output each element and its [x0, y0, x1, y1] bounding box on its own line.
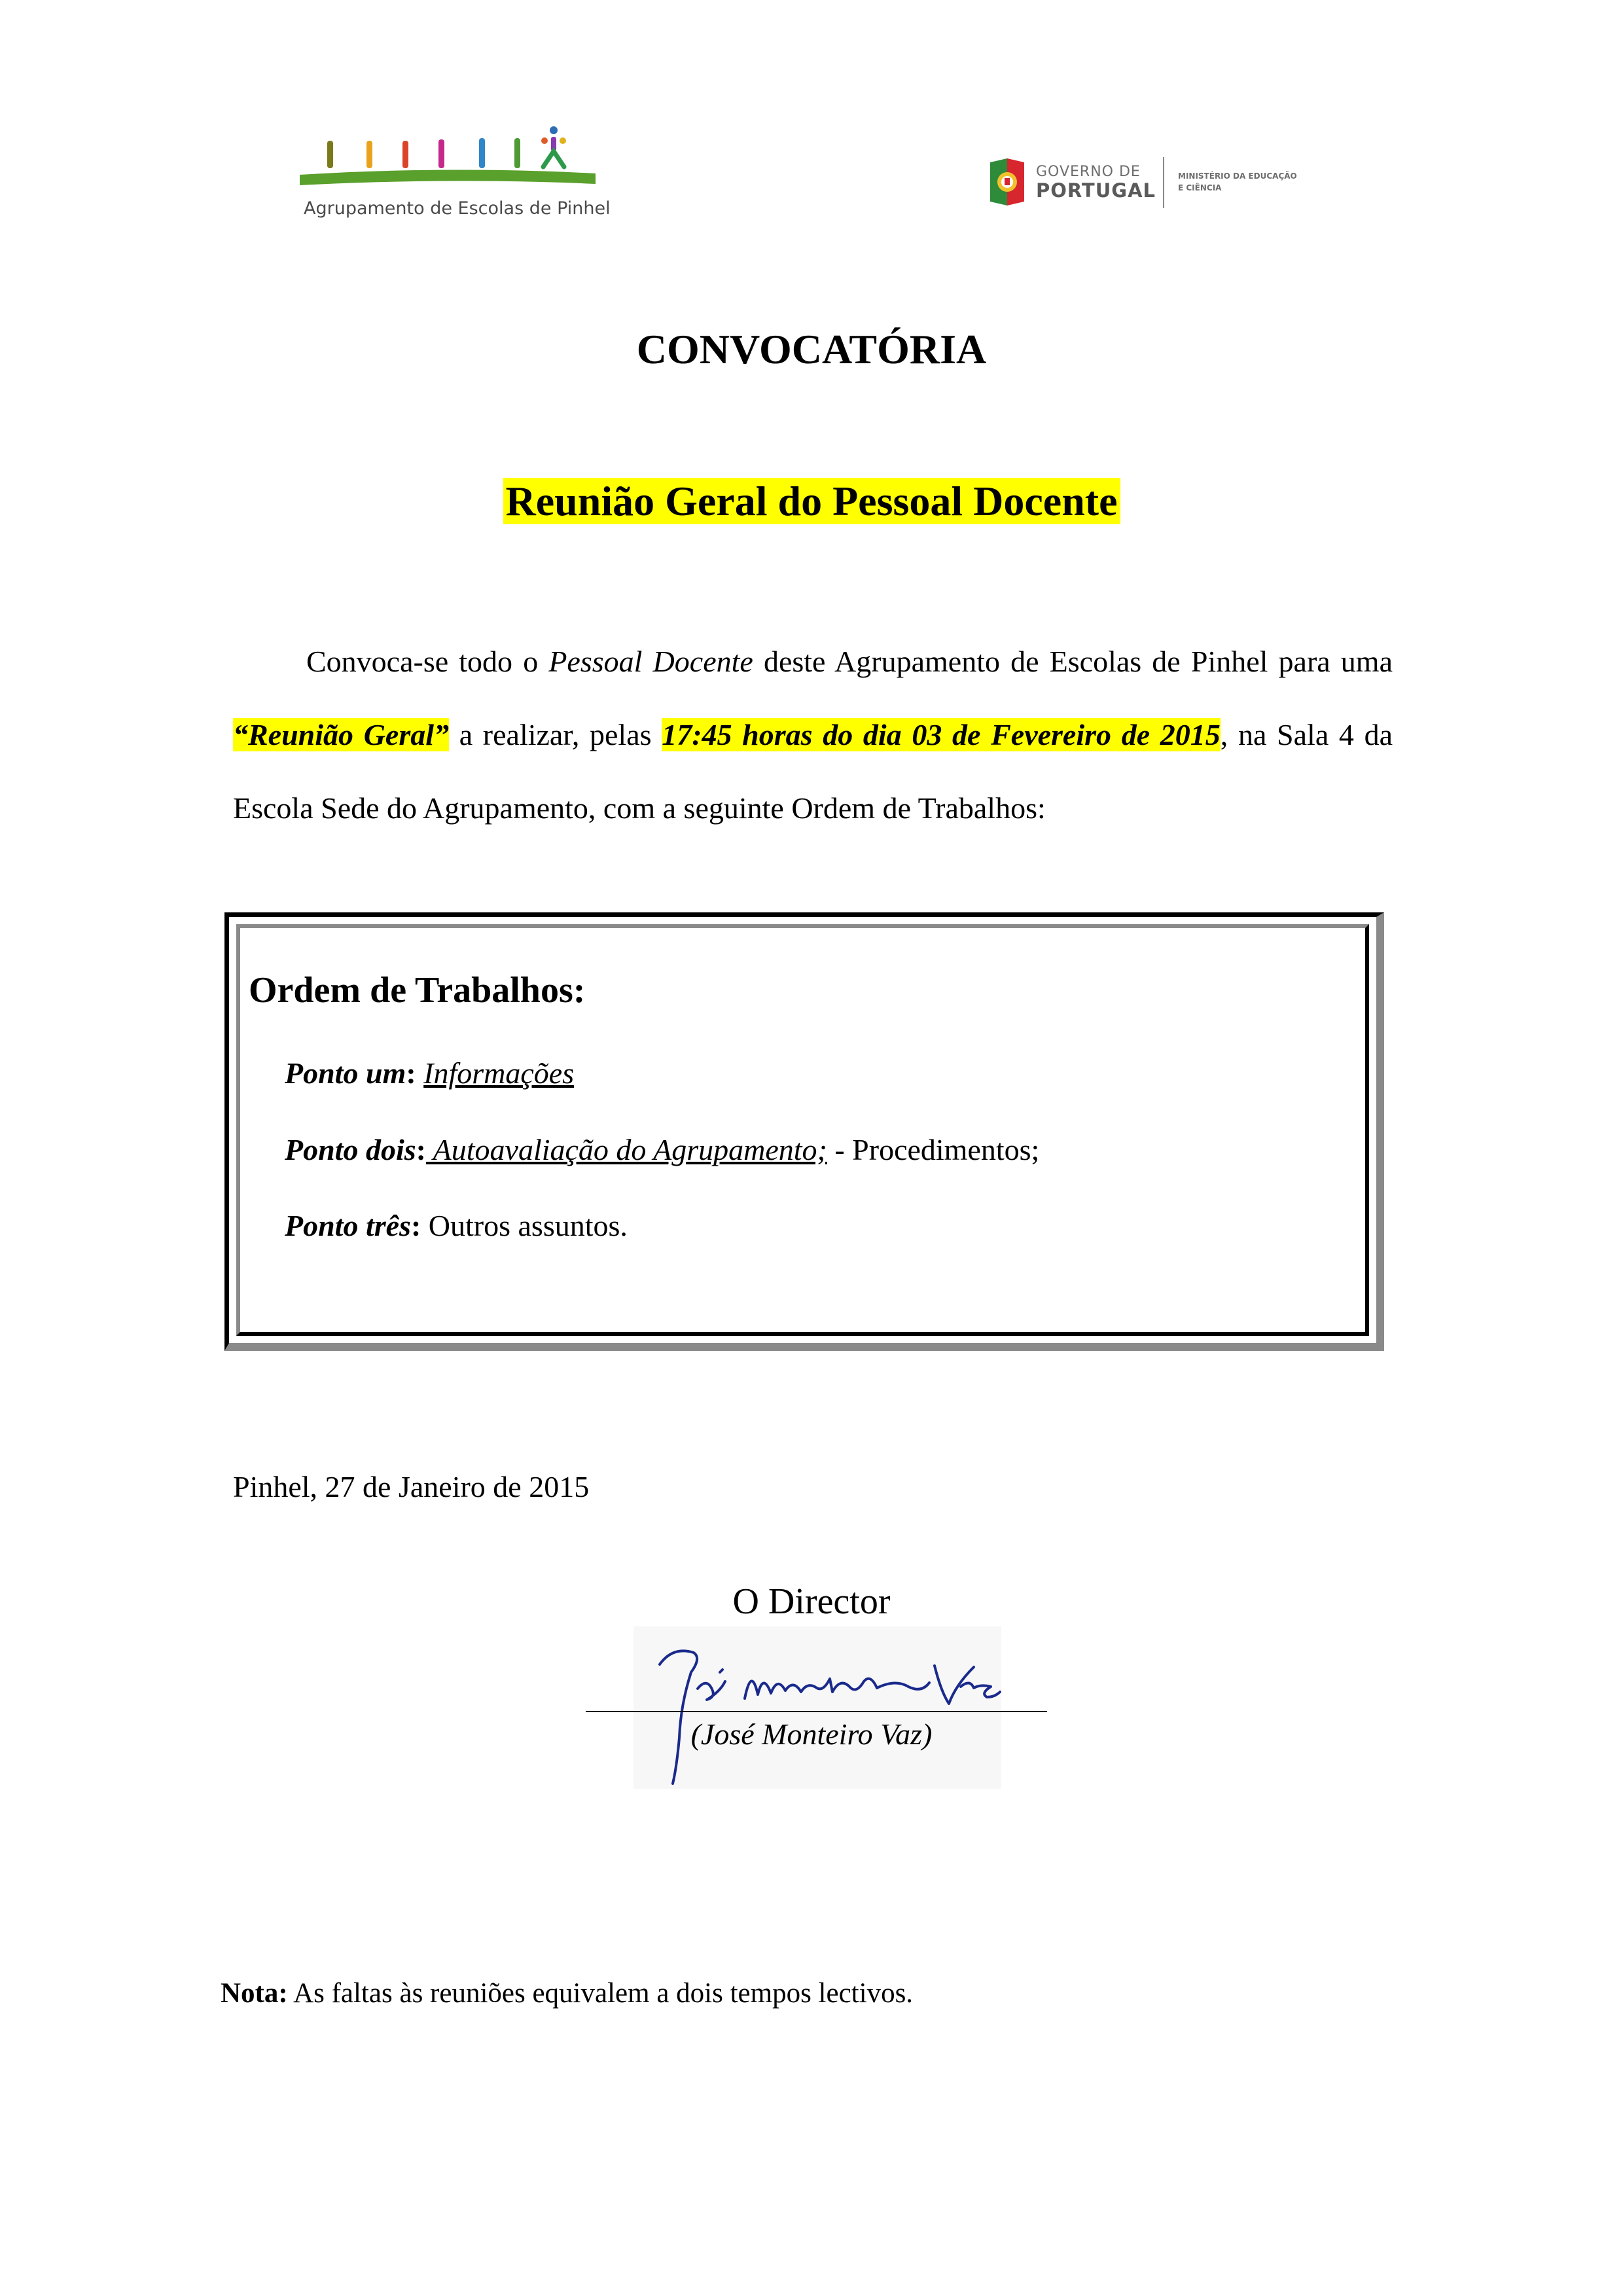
note-label: Nota: [221, 1978, 288, 2009]
agenda-item [285, 1206, 628, 1246]
paragraph-datetime: 17:45 horas do dia 03 de Fevereiro de 2015 [662, 718, 1221, 751]
school-logo-icon [294, 121, 602, 200]
note-text: As faltas às reuniões equivalem a dois tempos lectivos. [287, 1978, 914, 2009]
handwritten-signature [633, 1626, 1001, 1789]
agenda-item-label: Ponto um [285, 1056, 406, 1090]
place-date: Pinhel, 27 de Janeiro de 2015 [233, 1470, 590, 1503]
school-logo [294, 121, 611, 226]
agenda-item-rest: Outros assuntos. [421, 1209, 628, 1242]
footer-note [221, 1975, 913, 2012]
agenda-item-colon: : [406, 1056, 416, 1090]
agenda-item-rest: - Procedimentos; [827, 1133, 1040, 1166]
agenda-item-topic: Informações [423, 1056, 575, 1090]
agenda-item-label: Ponto dois [285, 1133, 416, 1166]
agenda-item-label: Ponto três [285, 1209, 411, 1242]
paragraph-text: Convoca-se todo o [306, 645, 549, 678]
agenda-item-colon: : [416, 1133, 426, 1166]
document-title: CONVOCATÓRIA [636, 326, 987, 372]
agenda-item [285, 1054, 574, 1093]
convocation-paragraph [233, 625, 1393, 845]
paragraph-text: , na Sala 4 da Escola Sede do Agrupamento, com a seguinte Ordem de Trabalhos: [233, 718, 1393, 825]
government-logo [985, 152, 1325, 214]
paragraph-text: deste Agrupamento de Escolas de Pinhel para uma [753, 645, 1393, 678]
paragraph-text: a realizar, pelas [449, 718, 662, 751]
paragraph-audience: Pessoal Docente [548, 645, 753, 678]
subtitle-container [0, 475, 1623, 528]
signer-role: O Director [732, 1581, 891, 1622]
document-subtitle: Reunião Geral do Pessoal Docente [503, 478, 1120, 524]
signer-name: (José Monteiro Vaz) [690, 1717, 933, 1751]
gov-logo-line1: GOVERNO DE [1036, 164, 1141, 180]
ministry-line1: MINISTÉRIO DA EDUCAÇÃO [1178, 171, 1297, 181]
gov-logo-line2: PORTUGAL [1036, 179, 1156, 202]
school-logo-text: Agrupamento de Escolas de Pinhel [304, 198, 611, 219]
portugal-flag-icon [985, 156, 1027, 208]
agenda-title: Ordem de Trabalhos: [249, 970, 586, 1011]
paragraph-meeting-name: “Reunião Geral” [233, 718, 450, 751]
ministry-line2: E CIÊNCIA [1178, 183, 1222, 192]
gov-logo-divider [1163, 157, 1164, 208]
agenda-item [285, 1130, 1039, 1170]
agenda-item-colon: : [410, 1209, 421, 1242]
signature-line [586, 1711, 1047, 1712]
agenda-item-topic: Autoavaliação do Agrupamento; [425, 1133, 827, 1166]
